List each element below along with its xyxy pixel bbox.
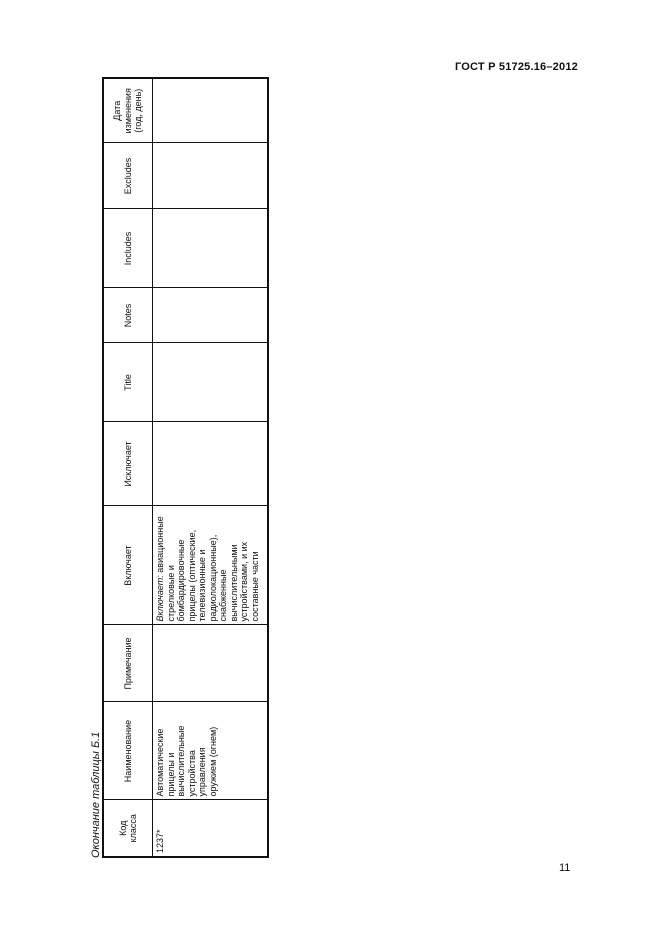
rotated-table-block [90, 76, 260, 858]
classification-table [102, 77, 269, 858]
table-header-row [103, 78, 153, 857]
header-excludes-ru: Исключает [103, 422, 153, 506]
header-title: Title [103, 343, 153, 422]
cell-title [153, 343, 269, 422]
header-includes-en: Includes [103, 209, 153, 288]
table-row [153, 78, 269, 857]
header-notes: Notes [103, 288, 153, 343]
header-change-date: Дата изменения (год, день) [103, 78, 153, 143]
cell-notes [153, 288, 269, 343]
cell-name: Автоматические прицелы и вычислительные устройства управления оружием (огнем) [153, 702, 269, 800]
cell-excludes-ru [153, 422, 269, 506]
header-class-code: Код класса [103, 800, 153, 857]
header-excludes-en: Excludes [103, 143, 153, 209]
cell-excludes-en [153, 143, 269, 209]
table-caption: Окончание таблицы Б.1 [90, 731, 102, 858]
cell-includes-en [153, 209, 269, 288]
cell-includes-ru: Включает: авиационные стрелковые и бомбардировочные прицелы (оптические, телевизионные и радиолокационные), снабженные вычислительными устройствами, и их составные части [153, 506, 269, 625]
header-name: Наименование [103, 702, 153, 800]
includes-prefix: Включает: [155, 575, 165, 622]
document-code: ГОСТ Р 51725.16–2012 [455, 61, 578, 73]
page-number: 11 [559, 862, 571, 874]
cell-note [153, 625, 269, 702]
header-includes-ru: Включает [103, 506, 153, 625]
cell-change-date [153, 78, 269, 143]
cell-class-code: 1237* [153, 800, 269, 857]
header-note: Примечание [103, 625, 153, 702]
